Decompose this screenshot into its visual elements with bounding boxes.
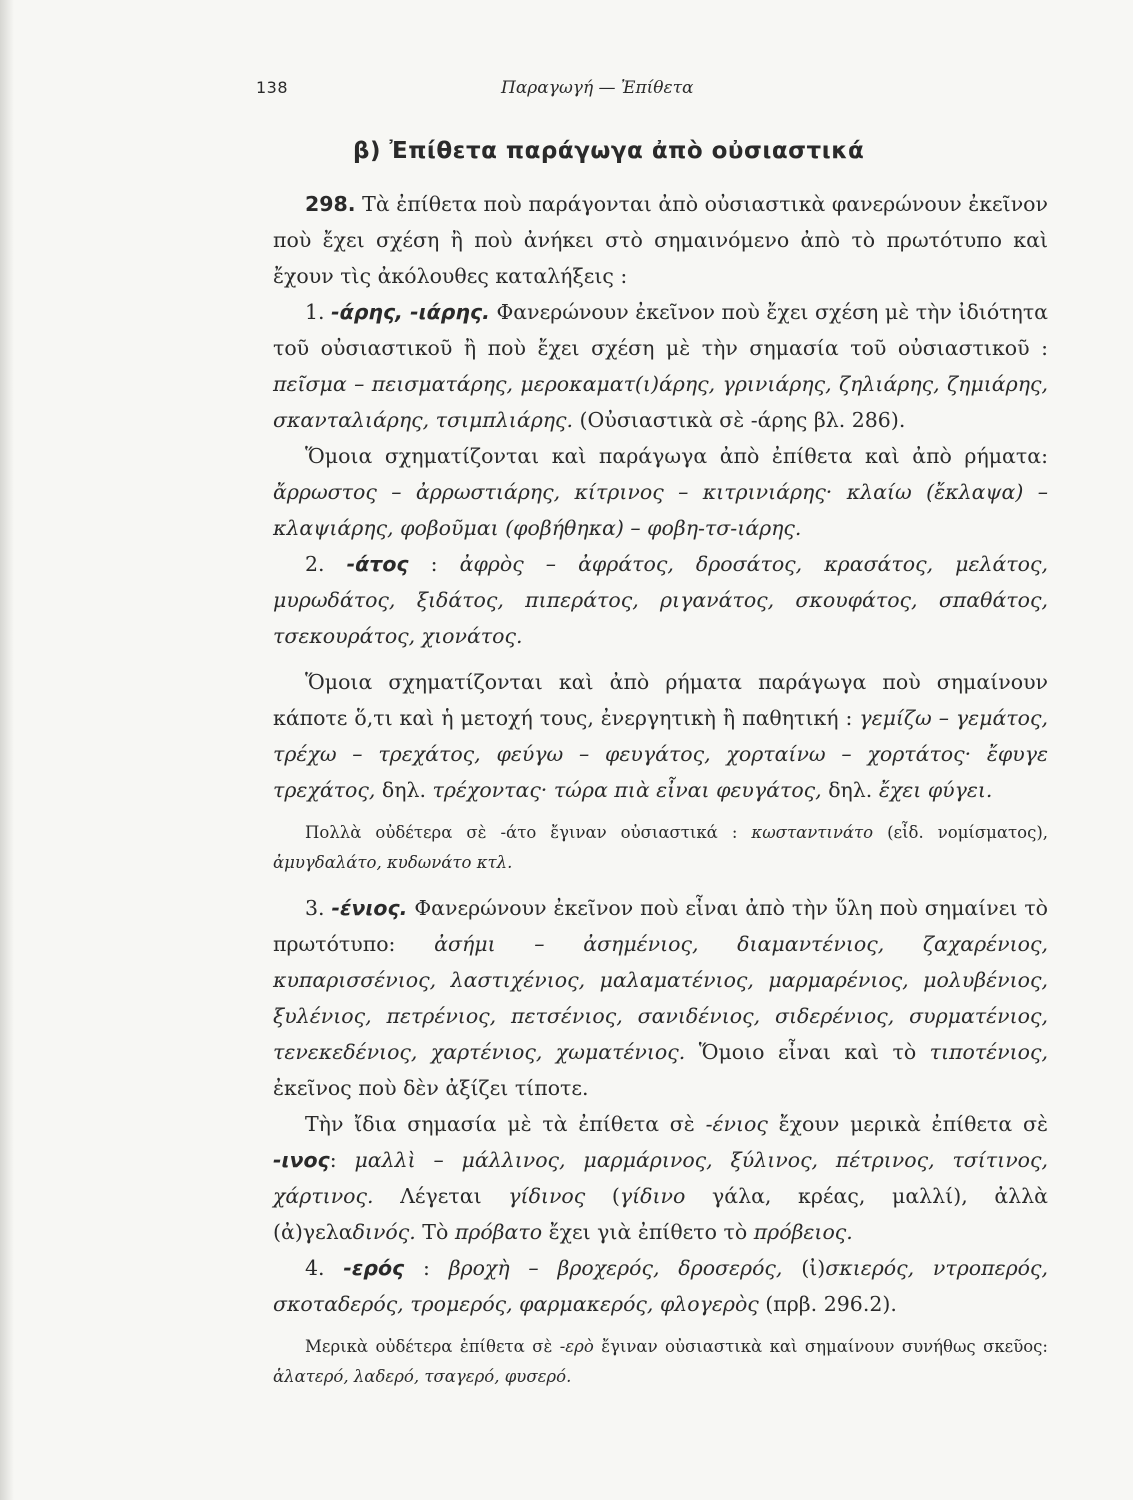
suffix-label: -ερός	[343, 1256, 405, 1280]
examples: σκιερός, ντροπερός, σκοταδερός, τρομερός, φαρμακερός, φλογερὸς	[273, 1256, 1048, 1316]
body-text	[273, 186, 1048, 1392]
item-text: ἔχουν μερικὰ ἐπίθετα σὲ	[767, 1112, 1048, 1136]
item-4	[273, 1250, 1048, 1322]
reference: (Οὐσιαστικὰ σὲ -άρης βλ. 286).	[573, 408, 906, 432]
item-text: Ὅμοια σχηματίζονται καὶ παράγωγα ἀπὸ ἐπίθετα καὶ ἀπὸ ρήματα:	[305, 444, 1048, 468]
item-2-continued	[273, 664, 1048, 808]
suffix-label: -άρης, -ιάρης.	[331, 300, 490, 324]
suffix-label: -ινος	[273, 1148, 330, 1172]
page-edge-shadow	[0, 0, 14, 1500]
item-text: Τὴν ἴδια σημασία μὲ τὰ ἐπίθετα σὲ	[305, 1112, 706, 1136]
section-title: β) Ἐπίθετα παράγωγα ἀπὸ οὐσιαστικά	[353, 138, 865, 164]
examples: ἔχει φύγει.	[878, 778, 993, 802]
item-2	[273, 546, 1048, 654]
item-text: γάλα, κρέας, μαλλί), ἀλλὰ (ἀ)γελα	[273, 1184, 1049, 1244]
colon: :	[329, 1148, 355, 1172]
example: γίδινο	[619, 1184, 686, 1208]
abbreviation: δηλ.	[375, 778, 433, 802]
example: τιποτένιος,	[929, 1040, 1049, 1064]
example: πρόβειος.	[753, 1220, 853, 1244]
item-text: Φανερώνουν ἐκεῖνον ποὺ εἶναι ἀπὸ τὴν ὕλη ποὺ σημαίνει τὸ πρωτότυπο:	[273, 896, 1049, 956]
small-print-note-1	[273, 818, 1048, 878]
abbreviation: δηλ.	[821, 778, 879, 802]
colon: :	[408, 552, 460, 576]
item-number: 2.	[305, 552, 347, 576]
reference: (πρβ. 296.2).	[758, 1292, 897, 1316]
examples: ἀφρὸς – ἀφράτος, δροσάτος, κρασάτος, μελάτος, μυρωδάτος, ξιδάτος, πιπεράτος, ριγανάτος, σκουφάτος, σπαθάτος, τσεκουράτος, χιονάτος.	[273, 552, 1048, 648]
examples: ἄρρωστος – ἀρρωστιάρης, κίτρινος – κιτρινιάρης· κλαίω (ἔκλαψα) – κλαψιάρης, φοβοῦμαι (φοβήθηκα) – φοβη-τσ-ιάρης.	[273, 480, 1048, 540]
item-text: (ἰ)	[782, 1256, 826, 1280]
item-text: Ὅμοια σχηματίζονται καὶ ἀπὸ ρήματα παράγωγα ποὺ σημαίνουν κάποτε ὅ,τι καὶ ἡ μετοχή τους, ἐνεργητικὴ ἢ παθητική :	[273, 670, 1048, 730]
paragraph-text: Τὰ ἐπίθετα ποὺ παράγονται ἀπὸ οὐσιαστικὰ φανερώνουν ἐκεῖνον ποὺ ἔχει σχέση ἢ ποὺ ἀνήκει στὸ σημαινόμενο ἀπὸ τὸ πρωτότυπο καὶ ἔχουν τὶς ἀκόλουθες καταλήξεις :	[273, 192, 1048, 288]
examples: τρέχοντας· τώρα πιὰ εἶναι φευγάτος,	[432, 778, 822, 802]
item-3	[273, 890, 1048, 1106]
example: πρόβατο	[454, 1220, 543, 1244]
suffix-ref: -ένιος	[705, 1112, 768, 1136]
examples: ἀσήμι – ἀσημένιος, διαμαντένιος, ζαχαρένιος, κυπαρισσένιος, λαστιχένιος, μαλαματένιος, μαρμαρένιος, μολυβένιος, ξυλένιος, πετρένιος, πετσένιος, σανιδένιος, σιδερένιος, συρματένιος, τενεκεδένιος, χαρτένιος, χωματένιος.	[273, 932, 1049, 1064]
suffix-ref: -ερὸ	[559, 1337, 594, 1356]
item-3-continued	[273, 1106, 1048, 1250]
examples: βροχὴ – βροχερός, δροσερός,	[448, 1256, 783, 1280]
example: δινός.	[352, 1220, 416, 1244]
paragraph-number: 298.	[305, 192, 356, 216]
item-number: 3.	[305, 896, 332, 920]
colon: :	[404, 1256, 449, 1280]
item-text: ἐκεῖνος ποὺ δὲν ἀξίζει τίποτε.	[273, 1076, 589, 1100]
item-text: Ὅμοιο εἶναι καὶ τὸ	[685, 1040, 930, 1064]
item-text: (	[585, 1184, 620, 1208]
note-text: Μερικὰ οὐδέτερα ἐπίθετα σὲ	[305, 1337, 560, 1356]
example: γίδινος	[508, 1184, 586, 1208]
running-head: Παραγωγή — Ἐπίθετα	[501, 78, 694, 98]
note-example: ἀμυγδαλάτο, κυδωνάτο κτλ.	[273, 853, 513, 872]
item-text: Τὸ	[415, 1220, 455, 1244]
note-example: κωσταντινάτο	[751, 823, 874, 842]
item-text: Λέγεται	[373, 1184, 509, 1208]
note-text: (εἶδ. νομίσματος),	[873, 823, 1048, 842]
paragraph-298	[273, 186, 1048, 294]
page-header	[256, 72, 1048, 104]
note-text: Πολλὰ οὐδέτερα σὲ -άτο ἔγιναν οὐσιαστικά :	[305, 823, 752, 842]
suffix-label: -ένιος.	[331, 896, 408, 920]
item-text: ἔχει γιὰ ἐπίθετο τὸ	[542, 1220, 754, 1244]
item-1-continued	[273, 438, 1048, 546]
item-number: 4.	[305, 1256, 344, 1280]
item-1	[273, 294, 1048, 438]
page-number: 138	[256, 78, 289, 97]
examples: μαλλὶ – μάλλινος, μαρμάρινος, ξύλινος, πέτρινος, τσίτινος, χάρτινος.	[273, 1148, 1048, 1208]
suffix-label: -άτος	[346, 552, 409, 576]
item-number: 1.	[305, 300, 332, 324]
note-example: ἁλατερό, λαδερό, τσαγερό, φυσερό.	[273, 1367, 572, 1386]
note-text: ἔγιναν οὐσιαστικὰ καὶ σημαίνουν συνήθως σκεῦος:	[593, 1337, 1048, 1356]
examples: πεῖσμα – πεισματάρης, μεροκαματ(ι)άρης, γρινιάρης, ζηλιάρης, ζημιάρης, σκανταλιάρης, τσιμπλιάρης.	[273, 372, 1048, 432]
item-text: Φανερώνουν ἐκεῖνον ποὺ ἔχει σχέση μὲ τὴν ἰδιότητα τοῦ οὐσιαστικοῦ ἢ ποὺ ἔχει σχέση μὲ τὴν σημασία τοῦ οὐσιαστικοῦ :	[273, 300, 1049, 360]
small-print-note-2	[273, 1332, 1048, 1392]
examples: γεμίζω – γεμάτος, τρέχω – τρεχάτος, φεύγω – φευγάτος, χορταίνω – χορτάτος· ἔφυγε τρεχάτος,	[273, 706, 1048, 802]
